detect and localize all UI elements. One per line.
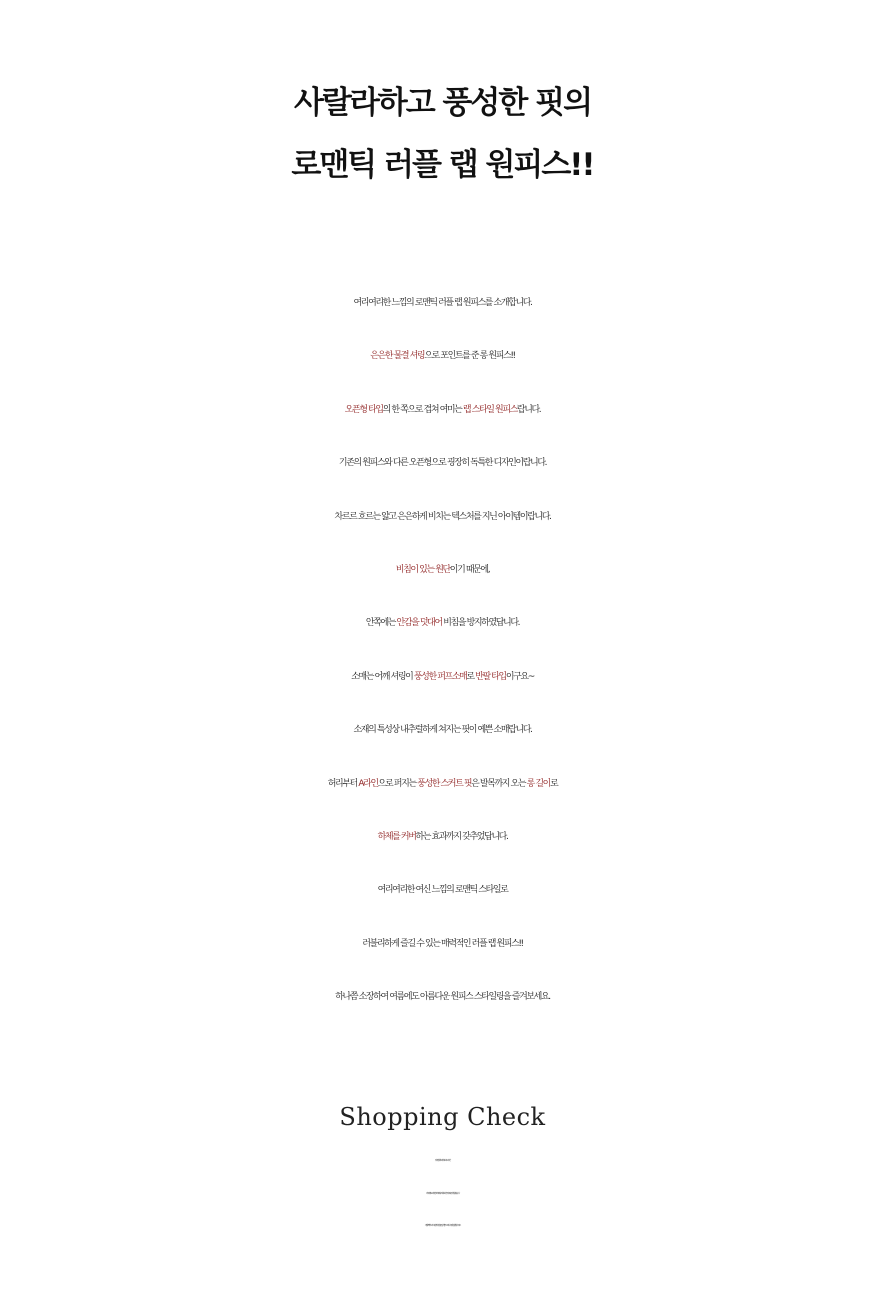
highlighted-phrase: 풍성한 스커트 핏	[417, 778, 472, 789]
highlighted-phrase: 안감을 덧대어	[396, 618, 442, 629]
description-line	[0, 811, 885, 864]
description-text: 소재의 특성상 내추럴하게 쳐지는 핏이 예쁜 소매랍니다.	[353, 725, 532, 736]
description-text: 으로 포인트를 준 롱 원피스!!	[424, 351, 515, 362]
description-text: 로	[466, 671, 476, 682]
product-description	[0, 277, 885, 1024]
description-text: 으로 퍼지는	[377, 778, 418, 789]
description-line	[0, 437, 885, 490]
description-text: 여리여리한 느낌의 로맨틱 러플 랩 원피스를 소개합니다.	[353, 298, 532, 308]
description-text: 은 발목까지 오는	[471, 778, 527, 789]
highlighted-phrase: 하체를 커버	[377, 831, 416, 842]
description-line	[0, 384, 885, 437]
description-text: 하나쯤 소장하여 여름에도 아름다운 원피스 스타일링을 즐겨보세요.	[335, 992, 550, 1003]
description-text: 의 한 쪽으로 겹쳐 여미는	[382, 404, 463, 415]
description-line	[0, 491, 885, 544]
highlighted-phrase: 랩 스타일 원피스	[462, 404, 517, 415]
shopping-check-note: 정성껏 검수 후 포장하여 보내드리지만	[434, 1160, 451, 1162]
description-line	[0, 544, 885, 597]
highlighted-phrase: 롱 길이	[526, 778, 550, 789]
description-text: 비침을 방지하였답니다.	[441, 618, 520, 629]
highlighted-phrase: A라인	[358, 778, 378, 789]
description-line	[0, 704, 885, 757]
description-text: 기존의 원피스와 다른 오픈형으로 굉장히 독특한 디자인이랍니다.	[338, 458, 547, 469]
highlighted-phrase: 은은한 물결 셔링	[370, 351, 425, 362]
highlighted-phrase: 비침이 있는 원단	[395, 564, 450, 575]
description-line	[0, 918, 885, 971]
shopping-check-note: 하루, 이틀 정도 포장이 된 상태에서 배송이 되다 보니 받으셨을 때 구김이 생길 수 있습니다.	[426, 1192, 459, 1195]
description-text: 허리부터	[327, 778, 359, 789]
description-text: 이기 때문에,	[449, 564, 490, 575]
description-text: 여리여리한 여신 느낌의 로맨틱 스타일로	[377, 885, 508, 896]
description-text: 안쪽에는	[365, 618, 397, 629]
shopping-check-note: 이점 양해 부탁드리며 구김이 많이 간 상품은 입기 전 물 스프레이나 스팀 다림질 후 입어주세요	[424, 1225, 461, 1227]
description-line	[0, 277, 885, 330]
description-line	[0, 971, 885, 1024]
highlighted-phrase: 오픈형 타입	[344, 404, 383, 415]
description-text: 랍니다.	[516, 404, 541, 415]
highlighted-phrase: 반팔 타입	[475, 671, 506, 682]
highlighted-phrase: 풍성한 퍼프소매	[413, 671, 467, 682]
shopping-check-title: Shopping Check	[339, 1103, 546, 1131]
description-line	[0, 864, 885, 917]
description-line	[0, 330, 885, 383]
description-text: 러블리하게 즐길 수 있는 매력적인 러플 랩 원피스!!	[362, 938, 523, 949]
description-text: 이구요~	[505, 671, 534, 682]
headline-line-1: 사랄라하고 풍성한 핏의	[293, 85, 592, 121]
description-line	[0, 597, 885, 650]
description-line	[0, 651, 885, 704]
description-text: 차르르 흐르는 얇고 은은하게 비치는 텍스처를 지닌 아이템이랍니다.	[334, 511, 551, 522]
description-text: 소매는 어깨 셔링이	[351, 671, 414, 682]
description-text: 로	[549, 778, 558, 789]
description-line	[0, 758, 885, 811]
headline-line-2: 로맨틱 러플 랩 원피스!!	[291, 147, 594, 183]
description-text: 하는 효과까지 갖추었답니다.	[415, 831, 508, 842]
headline	[0, 72, 885, 196]
shopping-check-notes	[0, 1145, 885, 1243]
